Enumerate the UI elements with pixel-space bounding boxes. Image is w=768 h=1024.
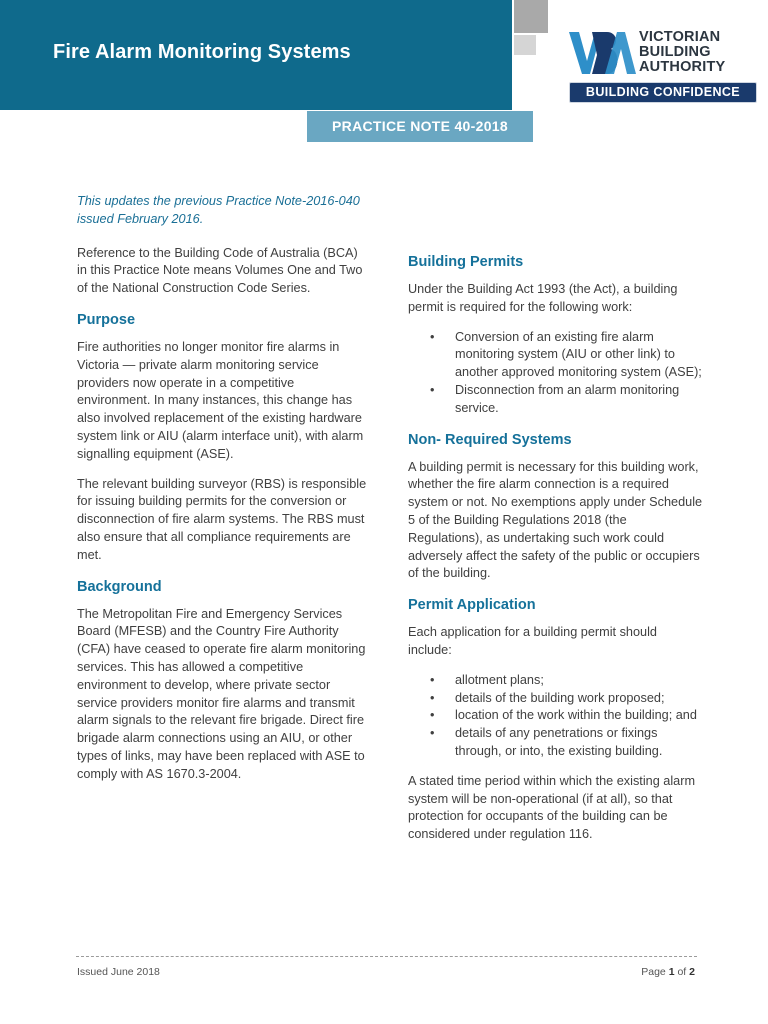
non-required-systems-paragraph: A building permit is necessary for this building work, whether the fire alarm connection is a required system or not. No exemptions apply under Schedule 5 of the Building Regulations 2018 (the Regulations), as undertaking such work could adversely affect the safety of the public or occupiers of the building. [408,459,703,581]
non-required-systems-heading: Non- Required Systems [408,431,572,448]
list-item: • allotment plans; [408,672,703,690]
vba-logo-mark-icon [567,27,637,79]
purpose-paragraph-2: The relevant building surveyor (RBS) is responsible for issuing building permits for the conversion or disconnection of fire alarm systems. The RBS must also ensure that all compliance requirements are met. [77,476,367,562]
permit-application-heading: Permit Application [408,597,536,614]
page-word: Page [641,966,666,978]
practice-note-badge: PRACTICE NOTE 40-2018 [307,111,533,142]
list-item: • Conversion of an existing fire alarm monitoring system (AIU or other link) to another approved monitoring system (ASE); [408,329,703,382]
left-column [77,193,367,796]
list-item: • location of the work within the building; and [408,707,703,725]
right-column [408,250,703,856]
background-paragraph: The Metropolitan Fire and Emergency Services Board (MFESB) and the Country Fire Authority (CFA) have ceased to operate fire alarm monitoring services. This has allowed a competitive environment to develop, where private sector service providers monitor fire alarms and transmit alarm signals to the relevant fire brigade. Direct fire brigade alarm connections using an AIU, or other types of links, may have been replaced with ASE to comply with AS 1670.3-2004. [77,606,366,781]
purpose-paragraph-1: Fire authorities no longer monitor fire alarms in Victoria — private alarm monitoring service providers now operate in a competitive environment. In many instances, this change has also involved replacement of the existing hardware system link or AIU (alarm interface unit), with alarm signalling equipment (ASE). [77,339,364,461]
list-item: • details of the building work proposed; [408,690,703,708]
vba-logo [567,27,757,103]
page-of: of [677,966,687,978]
intro-note: This updates the previous Practice Note-2016-040 issued February 2016. [77,194,360,226]
decorative-square-dark [514,0,548,33]
list-item: • Disconnection from an alarm monitoring service. [408,382,703,418]
list-item: • details of any penetrations or fixings through, or into, the existing building. [408,725,703,761]
footer-divider [76,956,697,957]
logo-text-line-3: AUTHORITY [639,59,726,75]
logo-text-line-1: VICTORIAN [639,29,721,45]
permit-application-paragraph-1: Each application for a building permit should include: [408,625,657,657]
footer-page-number [600,966,695,978]
footer-issued-date: Issued June 2018 [77,966,160,978]
decorative-square-light [514,35,536,55]
building-permits-heading: Building Permits [408,254,524,270]
building-permits-paragraph: Under the Building Act 1993 (the Act), a building permit is required for the following work: [408,282,678,314]
permit-application-list [408,672,703,761]
reference-paragraph: Reference to the Building Code of Australia (BCA) in this Practice Note means Volumes One and Two of the National Construction Code Series. [77,245,363,296]
page-total: 2 [689,966,695,978]
logo-tagline: BUILDING CONFIDENCE [569,82,757,103]
logo-text-line-2: BUILDING [639,44,711,60]
permit-application-paragraph-2: A stated time period within which the existing alarm system will be non-operational (if at all), so that protection for occupants of the building can be considered under regulation 116. [408,773,696,842]
building-permits-list [408,329,703,418]
page-current: 1 [668,966,675,978]
purpose-heading: Purpose [77,311,136,328]
background-heading: Background [77,578,162,595]
page-title: Fire Alarm Monitoring Systems [53,41,351,63]
